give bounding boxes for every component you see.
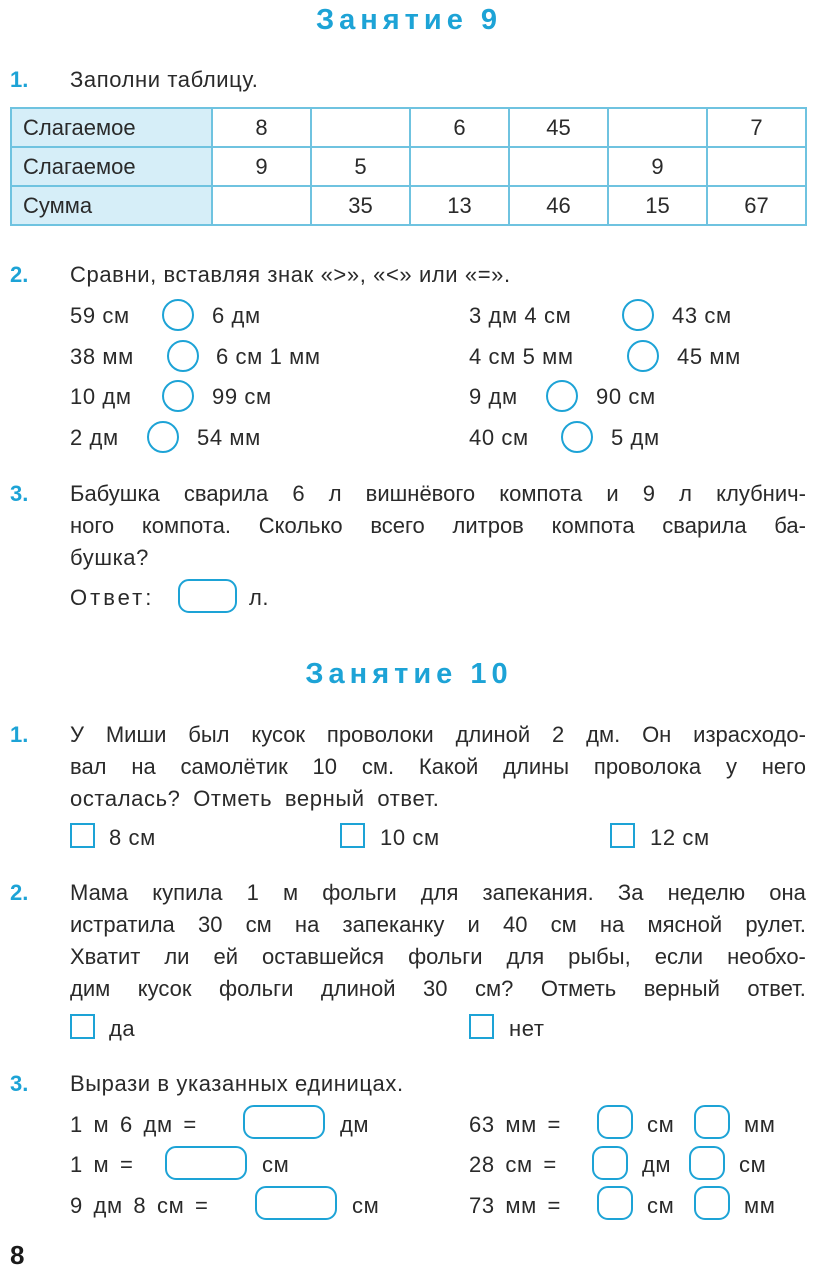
compare-left-b: 54 мм	[197, 425, 261, 450]
problem-line: ного компота. Сколько всего литров компота сварила ба-	[70, 513, 806, 538]
table-cell[interactable]: 6	[410, 108, 509, 147]
compare-circle[interactable]	[167, 340, 199, 372]
task-text: Вырази в указанных единицах.	[70, 1071, 404, 1096]
option-label: да	[109, 1016, 136, 1041]
convert-expr: 1 м 6 дм =	[70, 1112, 197, 1137]
convert-unit: см	[647, 1112, 675, 1137]
table-cell[interactable]: 13	[410, 186, 509, 225]
compare-circle[interactable]	[546, 380, 578, 412]
answer-box[interactable]	[597, 1186, 633, 1220]
answer-box[interactable]	[255, 1186, 337, 1220]
option-label: 8 см	[109, 825, 156, 850]
compare-left-a: 2 дм	[70, 425, 119, 450]
compare-right-b: 45 мм	[677, 344, 741, 369]
convert-expr: 28 см =	[469, 1152, 557, 1177]
problem-line: бушка?	[70, 545, 149, 570]
page-number: 8	[10, 1240, 25, 1270]
convert-expr: 1 м =	[70, 1152, 134, 1177]
row-header: Слагаемое	[11, 147, 212, 186]
compare-right-a: 4 см 5 мм	[469, 344, 574, 369]
table-cell[interactable]	[311, 108, 410, 147]
option-checkbox[interactable]	[70, 1014, 95, 1039]
table-cell[interactable]: 9	[608, 147, 707, 186]
problem-line: Хватит ли ей оставшейся фольги для рыбы, если необхо-	[70, 944, 806, 969]
compare-circle[interactable]	[162, 380, 194, 412]
compare-left-b: 99 см	[212, 384, 272, 409]
table-cell[interactable]	[509, 147, 608, 186]
convert-unit: дм	[642, 1152, 672, 1177]
row-header: Слагаемое	[11, 108, 212, 147]
table-cell[interactable]: 35	[311, 186, 410, 225]
compare-left-a: 38 мм	[70, 344, 134, 369]
answer-box[interactable]	[178, 579, 237, 613]
convert-unit: мм	[744, 1112, 776, 1137]
table-cell[interactable]: 15	[608, 186, 707, 225]
compare-circle[interactable]	[622, 299, 654, 331]
compare-circle[interactable]	[561, 421, 593, 453]
convert-expr: 73 мм =	[469, 1193, 561, 1218]
option-label: 12 см	[650, 825, 710, 850]
answer-unit: л.	[249, 585, 270, 610]
convert-unit: см	[352, 1193, 380, 1218]
answer-box[interactable]	[689, 1146, 725, 1180]
table-cell[interactable]: 8	[212, 108, 311, 147]
addition-table	[10, 107, 807, 226]
table-cell[interactable]	[707, 147, 806, 186]
task-text: Заполни таблицу.	[70, 67, 259, 92]
option-checkbox[interactable]	[469, 1014, 494, 1039]
compare-right-b: 90 см	[596, 384, 656, 409]
task-number: 2.	[10, 880, 29, 905]
task-text: Сравни, вставляя знак «>», «<» или «=».	[70, 262, 511, 287]
table-cell[interactable]: 67	[707, 186, 806, 225]
table-cell[interactable]	[608, 108, 707, 147]
table-cell[interactable]: 9	[212, 147, 311, 186]
problem-line: вал на самолётик 10 см. Какой длины проволока у него	[70, 754, 806, 779]
answer-label: Ответ:	[70, 585, 155, 610]
problem-line: Бабушка сварила 6 л вишнёвого компота и 9 л клубнич-	[70, 481, 806, 506]
compare-left-a: 59 см	[70, 303, 130, 328]
option-label: нет	[509, 1016, 545, 1041]
table-cell[interactable]: 5	[311, 147, 410, 186]
table-row	[11, 108, 806, 147]
table-cell[interactable]	[212, 186, 311, 225]
convert-expr: 63 мм =	[469, 1112, 561, 1137]
task-number: 3.	[10, 481, 29, 506]
compare-right-a: 40 см	[469, 425, 529, 450]
compare-right-a: 3 дм 4 см	[469, 303, 572, 328]
task-number: 2.	[10, 262, 29, 287]
lesson10-title: Занятие 10	[305, 658, 513, 690]
compare-circle[interactable]	[147, 421, 179, 453]
convert-unit: см	[647, 1193, 675, 1218]
problem-line: дим кусок фольги длиной 30 см? Отметь верный ответ.	[70, 976, 806, 1001]
answer-box[interactable]	[165, 1146, 247, 1180]
answer-box[interactable]	[694, 1105, 730, 1139]
table-row	[11, 186, 806, 225]
compare-right-b: 43 см	[672, 303, 732, 328]
convert-unit: дм	[340, 1112, 370, 1137]
convert-unit: см	[739, 1152, 767, 1177]
task-number: 3.	[10, 1071, 29, 1096]
table-cell[interactable]	[410, 147, 509, 186]
compare-left-a: 10 дм	[70, 384, 132, 409]
convert-unit: см	[262, 1152, 290, 1177]
problem-line: Мама купила 1 м фольги для запекания. За неделю она	[70, 880, 806, 905]
compare-circle[interactable]	[162, 299, 194, 331]
table-row	[11, 147, 806, 186]
lesson9-title: Занятие 9	[315, 4, 503, 36]
convert-expr: 9 дм 8 см =	[70, 1193, 209, 1218]
answer-box[interactable]	[243, 1105, 325, 1139]
option-checkbox[interactable]	[610, 823, 635, 848]
row-header: Сумма	[11, 186, 212, 225]
option-checkbox[interactable]	[70, 823, 95, 848]
answer-box[interactable]	[592, 1146, 628, 1180]
compare-right-a: 9 дм	[469, 384, 518, 409]
problem-line: У Миши был кусок проволоки длиной 2 дм. Он израсходо-	[70, 722, 806, 747]
option-label: 10 см	[380, 825, 440, 850]
answer-box[interactable]	[694, 1186, 730, 1220]
compare-right-b: 5 дм	[611, 425, 660, 450]
problem-line: истратила 30 см на запеканку и 40 см на мясной рулет.	[70, 912, 806, 937]
compare-left-b: 6 см 1 мм	[216, 344, 321, 369]
task-number: 1.	[10, 67, 29, 92]
problem-line: осталась? Отметь верный ответ.	[70, 786, 440, 811]
compare-left-b: 6 дм	[212, 303, 261, 328]
table-cell[interactable]: 7	[707, 108, 806, 147]
compare-circle[interactable]	[627, 340, 659, 372]
convert-unit: мм	[744, 1193, 776, 1218]
answer-box[interactable]	[597, 1105, 633, 1139]
table-cell[interactable]: 45	[509, 108, 608, 147]
table-cell[interactable]: 46	[509, 186, 608, 225]
task-number: 1.	[10, 722, 29, 747]
option-checkbox[interactable]	[340, 823, 365, 848]
